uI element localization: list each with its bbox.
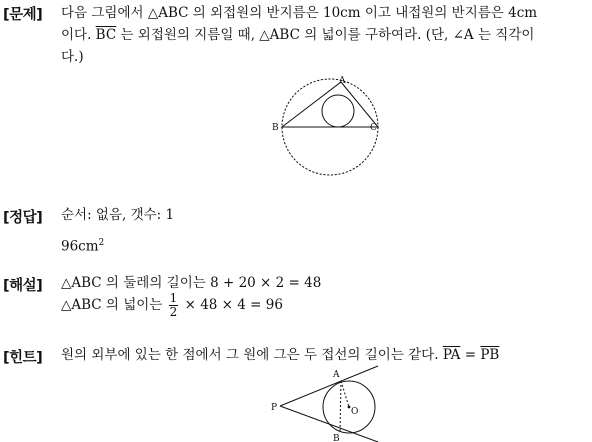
hint-label: [힌트] [3,350,43,366]
tangent-line-pa [280,366,378,406]
radius-oa [341,381,349,407]
solution-line-2: △ABC 의 넓이는 $\frac{1}{2}$ × 48 × 4 = 96 [61,291,283,319]
tangent-figure [0,344,592,442]
center-point-o [348,406,351,409]
answer-value: $96cm^2$ [61,238,105,255]
vertex-a-label: A [339,76,346,86]
fraction-one-half: $\frac{1}{2}$ [169,291,178,319]
vertex-b-label: B [272,123,279,133]
inscribed-circle [322,95,354,127]
problem-line-1: 다음 그림에서 △ABC 의 외접원의 반지름은 10cm 이고 내접원의 반지름은 4cm [61,5,538,21]
segment-pb: $\overline{PB}$ [480,347,500,363]
point-o-label: O [351,407,359,417]
chord-ab [340,381,341,432]
triangle-abc [282,82,378,127]
solution-text [61,272,321,319]
point-b-label: B [333,434,340,442]
problem-line-2: 이다. $\overline{BC}$ 는 외접원의 지름일 때, △ABC 의 넓이를 구하여라. (단, ∠A 는 직각이 [61,27,535,43]
circumcircle-figure [0,0,592,180]
segment-bc: $\overline{BC}$ [95,27,117,43]
hint-text: 원의 외부에 있는 한 점에서 그 원에 그은 두 접선의 길이는 같다. $\overline{PA} = \overline{PB}$ [61,347,500,363]
answer-exponent: 2 [98,238,105,248]
point-p-label: P [271,403,278,413]
vertex-c-label: C [370,123,377,133]
problem-line-3: 다.) [61,49,84,65]
solution-line-1: △ABC 의 둘레의 길이는 8 + 20 × 2 = 48 [61,275,322,291]
problem-label: [문제] [3,7,43,23]
point-a-label: A [333,370,340,380]
answer-label: [정답] [3,210,43,226]
solution-label: [해설] [3,278,43,294]
segment-pa: $\overline{PA}$ [442,347,461,363]
answer-text [61,204,174,258]
answer-line-1: 순서: 없음, 갯수: 1 [61,207,175,223]
